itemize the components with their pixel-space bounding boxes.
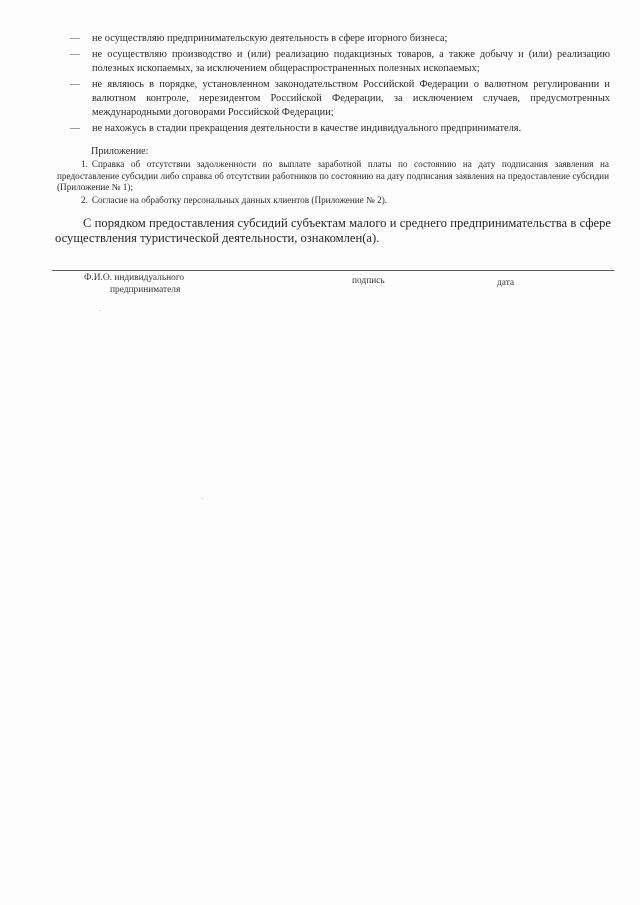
signature-line <box>52 270 614 271</box>
declaration-item <box>70 122 610 136</box>
name-caption <box>84 273 224 296</box>
declaration-item <box>70 48 610 76</box>
declaration-text: не осуществляю предпринимательскую деятельность в сфере игорного бизнеса; <box>92 33 448 44</box>
appendix-item-text: Справка об отсутствии задолженности по выплате заработной платы по состоянию на дату подписания заявления на предоставление субсидии либо справка об отсутствии работников по состоянию на дату подписания заявления на предоставление субсидии (Приложение № 1); <box>57 159 609 193</box>
acknowledgement-paragraph: С порядком предоставления субсидий субъектам малого и среднего предпринимательства в сфере осуществления туристической деятельности, ознакомлен(а). <box>55 216 611 245</box>
declarations-list <box>70 32 610 138</box>
dash-bullet-icon: — <box>70 49 80 60</box>
declaration-text: не осуществляю производство и (или) реализацию подакцизных товаров, а также добычу и (или) реализацию полезных ископаемых, за исключением общераспространенных полезных ископаемых; <box>92 49 610 74</box>
declaration-text: не являюсь в порядке, установленном законодательством Российской Федерации о валютном регулировании и валютном контроле, нерезидентом Российской Федерации, за исключением случаев, предусмотренных международными договорами Российской Федерации; <box>92 79 610 118</box>
name-caption-line1: Ф.И.О. индивидуального <box>84 273 185 283</box>
scan-speck <box>202 498 203 499</box>
declaration-item <box>70 78 610 120</box>
appendix-title: Приложение: <box>91 146 149 157</box>
appendix-item <box>57 159 609 194</box>
date-caption: дата <box>497 278 515 288</box>
dash-bullet-icon: — <box>70 33 80 44</box>
appendix-item <box>57 195 609 207</box>
signature-caption: подпись <box>352 276 385 286</box>
appendix-section <box>57 145 609 207</box>
appendix-item-number: 1. <box>81 159 88 169</box>
name-caption-line2: предпринимателя <box>110 284 181 295</box>
appendix-list <box>57 159 609 206</box>
dash-bullet-icon: — <box>70 79 80 90</box>
appendix-item-text: Согласие на обработку персональных данных клиентов (Приложение № 2). <box>91 194 388 205</box>
appendix-item-number: 2. <box>81 194 88 205</box>
dash-bullet-icon: — <box>70 123 80 134</box>
declaration-text: не нахожусь в стадии прекращения деятельности в качестве индивидуального предпринимателя. <box>92 123 522 134</box>
declaration-item <box>70 32 610 46</box>
scan-speck <box>99 310 100 311</box>
